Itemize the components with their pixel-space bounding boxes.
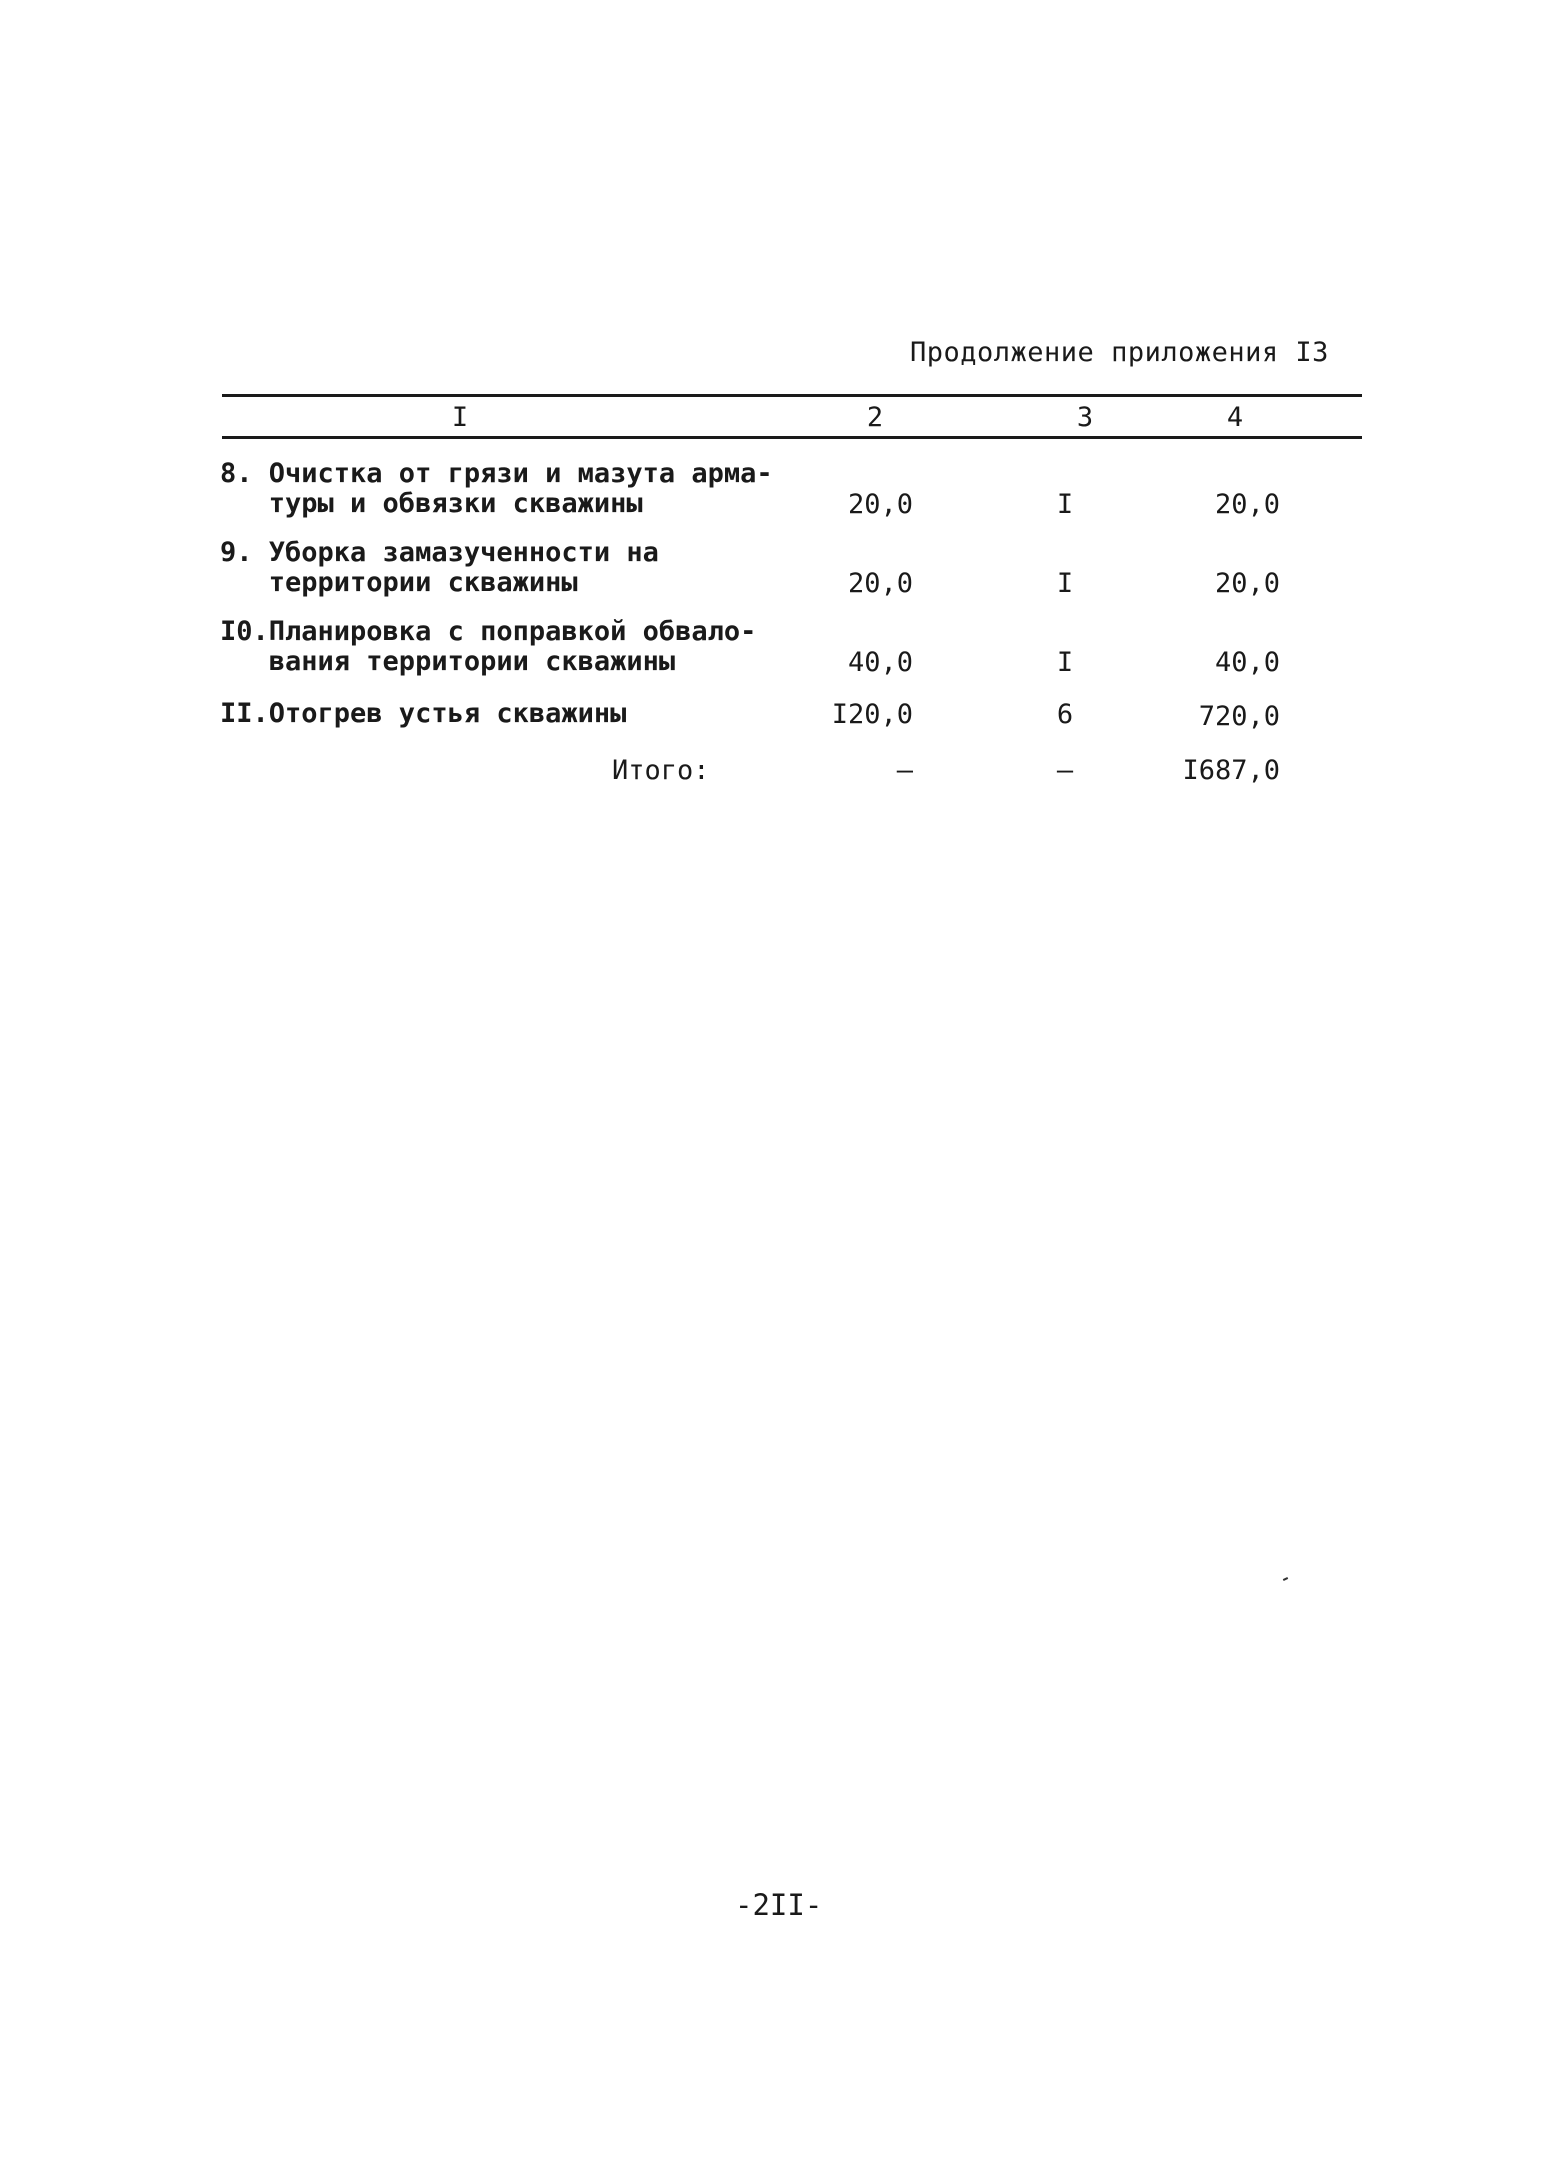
table-header-rule: [222, 436, 1362, 439]
row-value-col2: I20,0: [831, 699, 913, 730]
row-description-line: I0.Планировка с поправкой обвало-: [220, 616, 757, 647]
page-number: -2II-: [735, 1888, 823, 1922]
column-header-2: 2: [866, 402, 884, 433]
row-value-col4: 20,0: [1214, 489, 1280, 520]
column-header-3: 3: [1076, 402, 1094, 433]
column-header-1: I: [451, 402, 469, 433]
row-value-col4: 720,0: [1198, 701, 1280, 732]
row-value-col4: 40,0: [1214, 647, 1280, 678]
row-description-line: 9. Уборка замазученности на: [220, 537, 659, 568]
row-value-col3: I: [1056, 647, 1074, 678]
row-value-col3: I: [1056, 568, 1074, 599]
row-value-col3: I: [1056, 489, 1074, 520]
row-value-col2: 20,0: [847, 568, 913, 599]
appendix-continuation-heading: Продолжение приложения I3: [910, 337, 1329, 368]
scan-speck: [1283, 1577, 1288, 1581]
row-value-col2: 20,0: [847, 489, 913, 520]
total-value-col4: I687,0: [1182, 755, 1280, 786]
table-top-rule: [222, 394, 1362, 397]
row-description-line: туры и обвязки скважины: [220, 488, 643, 519]
row-value-col2: 40,0: [847, 647, 913, 678]
row-description-line: II.Отогрев устья скважины: [220, 698, 627, 729]
row-description-line: 8. Очистка от грязи и мазута арма-: [220, 458, 773, 489]
row-description-line: вания территории скважины: [220, 646, 676, 677]
column-header-4: 4: [1226, 402, 1244, 433]
total-value-col3: –: [1056, 755, 1074, 786]
row-value-col3: 6: [1056, 699, 1074, 730]
row-value-col4: 20,0: [1214, 568, 1280, 599]
total-label: Итого:: [612, 755, 710, 786]
row-description-line: территории скважины: [220, 567, 578, 598]
total-value-col2: –: [896, 755, 913, 786]
